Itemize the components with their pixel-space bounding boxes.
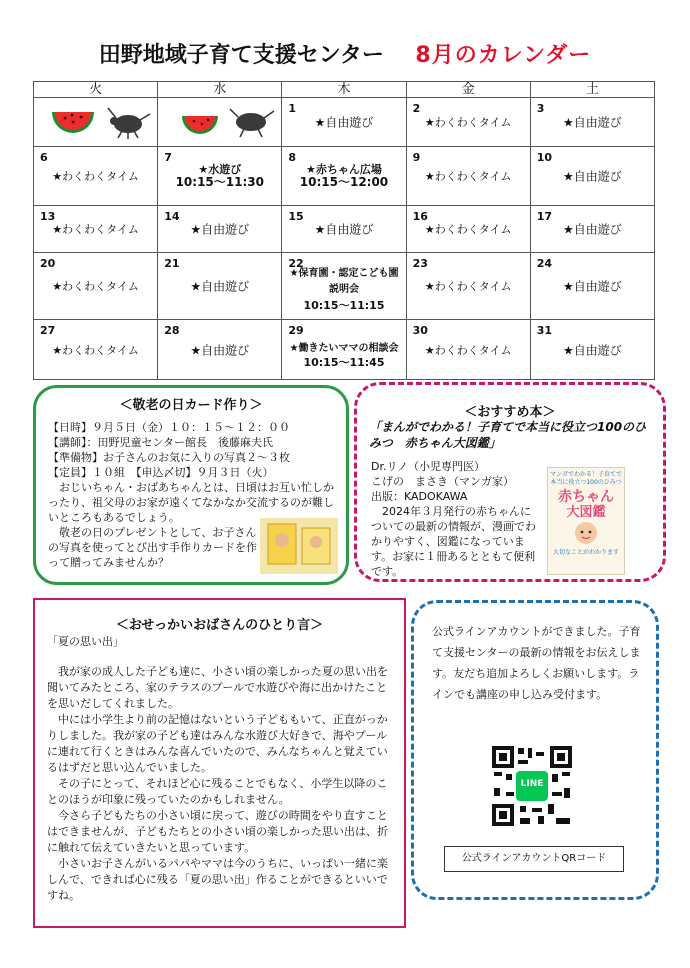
cover-sub: 大切なことがわかります: [552, 549, 619, 556]
event-block: [282, 342, 405, 370]
day-number: 2: [412, 102, 421, 115]
event-label-line2: 説明会: [328, 284, 359, 295]
line-account-box: [411, 600, 659, 900]
event-time: 10:15～12:00: [299, 175, 389, 189]
event-block: [282, 266, 405, 314]
qr-logo-text: LINE: [520, 779, 544, 789]
book-details: [371, 459, 541, 579]
day-number: 16: [412, 210, 428, 223]
event-label: ★自由遊び: [562, 279, 622, 294]
day-number: 23: [412, 257, 428, 270]
calendar-day: [158, 147, 282, 206]
day-number: 30: [412, 324, 428, 337]
column-box: [33, 598, 406, 928]
book-author1: Dr.リノ（小児専門医）: [371, 460, 486, 473]
event-label: ★わくわくタイム: [52, 280, 139, 293]
line-text: 公式ラインアカウントができました。子育て支援センターの最新の情報をお伝えします。友だち追加よろしくお願いします。ラインでも講座の申し込み受付ます。: [432, 625, 641, 701]
recommended-book-box: [354, 382, 666, 582]
book-description: 2024年３月発行の赤ちゃんについての最新の情報が、漫画でわかりやすく、図鑑になっています。お家に１冊あるとともて便利です。: [371, 505, 536, 578]
event-label: ★わくわくタイム: [424, 343, 512, 357]
month-title: 8月のカレンダー: [415, 43, 592, 68]
calendar-day: [406, 147, 530, 206]
week-row: [34, 98, 655, 147]
watermelon-beetle-illustration: [34, 98, 158, 142]
event-label: ★自由遊び: [190, 222, 250, 237]
event-label: ★自由遊び: [562, 343, 622, 357]
calendar-day: [282, 147, 406, 206]
event-label: ★自由遊び: [314, 115, 374, 130]
column-paragraph: 小さいお子さんがいるパパやママは今のうちに、いっぱい一緒に楽しんで、できれば心に残る「夏の思い出」作ることができるといいですね。: [47, 857, 388, 902]
calendar-table: [33, 81, 655, 380]
column-title: ＜おせっかいおばさんのひとり言＞: [115, 618, 324, 633]
event-time: 10:15～11:30: [175, 175, 264, 189]
calendar-day: [406, 253, 530, 320]
cover-title1: 赤ちゃん: [558, 489, 614, 505]
column-paragraph: 今さら子どもたちの小さい頃に戻って、遊びの時間をやり直すことはできませんが、子どもたちとの小さい頃の楽しかった思い出は、折に触れて伝えていきたいと思っています。: [47, 809, 388, 854]
day-number: 10: [536, 151, 553, 164]
book-author2: こげの まさき（マンガ家）: [371, 475, 514, 488]
weekday: 土: [530, 82, 654, 98]
day-number: 17: [536, 210, 553, 223]
calendar-day: [282, 98, 406, 147]
watermelon-beetle-illustration: [158, 98, 282, 142]
calendar-day: [406, 206, 530, 253]
book-publisher: 出版：KADOKAWA: [371, 490, 468, 503]
event-block: [282, 163, 405, 189]
page-title: [0, 38, 690, 69]
cover-top-text: マンガでわかる！子育てで本当に役立つ100のひみつ: [550, 471, 623, 486]
day-number: 21: [164, 257, 180, 270]
qr-caption: 公式ラインアカウントQRコード: [444, 846, 624, 872]
event-label: ★わくわくタイム: [424, 280, 512, 293]
calendar-day: [530, 98, 654, 147]
event-label: ★赤ちゃん広場: [306, 163, 382, 176]
week-row: [34, 320, 655, 380]
column-paragraph: 中には小学生より前の記憶はないという子どももいて、正直がっかりしました。我が家の子ども達はみんな水遊び大好きで、海やプールに連れて行くときはみんな喜んでいたので、みんなちゃんと覚えているはずだと思い込んでいました。: [47, 713, 388, 774]
calendar-day: [34, 320, 158, 380]
calendar-day: [282, 206, 406, 253]
day-number: 7: [164, 151, 172, 164]
calendar-day: [34, 253, 158, 320]
keiro-body2: 敬老の日のプレゼントとして、お子さんの写真を使ってとび出す手作りカードを作って贈ってみませんか？: [48, 526, 257, 569]
calendar-day: [406, 98, 530, 147]
calendar-day: [158, 206, 282, 253]
center-name: 田野地域子育て支援センター: [98, 43, 384, 68]
day-number: 1: [288, 102, 297, 115]
day-number: 29: [288, 324, 304, 337]
illustration-cell: [34, 98, 158, 147]
day-number: 8: [288, 151, 297, 164]
event-label: ★わくわくタイム: [52, 343, 139, 357]
beetle-icon: [108, 108, 150, 139]
keiro-capacity: 【定員】１０組 【申込〆切】９月３日（火）: [48, 466, 274, 479]
weekday: 水: [158, 82, 282, 98]
event-block: [158, 163, 281, 189]
event-label: ★自由遊び: [190, 279, 250, 294]
day-number: 13: [40, 210, 56, 223]
event-label: ★自由遊び: [190, 343, 250, 357]
calendar-day: [158, 253, 282, 320]
weekday-header: [34, 82, 655, 98]
calendar-day: [530, 320, 654, 380]
day-number: 20: [40, 257, 56, 270]
keiro-prep: 【準備物】お子さんのお気に入りの写真２～３枚: [48, 451, 290, 464]
column-text: [47, 634, 393, 904]
day-number: 6: [40, 151, 48, 164]
keiro-date: 【日時】９月５日（金）１０：１５～１２：００: [48, 421, 290, 434]
weekday: 木: [282, 82, 406, 98]
book-section-title: ＜おすすめ本＞: [464, 405, 556, 420]
event-label: ★わくわくタイム: [52, 170, 139, 183]
event-label: ★水遊び: [198, 163, 242, 176]
book-cover: [547, 467, 625, 575]
event-label: ★わくわくタイム: [52, 223, 139, 236]
day-number: 9: [412, 151, 421, 164]
calendar-day: [406, 320, 530, 380]
event-label: ★自由遊び: [562, 115, 622, 130]
calendar-day: [282, 320, 406, 380]
keiro-body1: おじいちゃん・おばあちゃんとは、日頃はお互い忙しかったり、祖父母のお家が遠くてなかなか交流するのが難しいところもあるでしょう。: [48, 481, 334, 524]
week-row: [34, 147, 655, 206]
keiro-card-event-box: [33, 385, 349, 585]
event-time: 10:15～11:15: [303, 299, 385, 312]
event-label: ★わくわくタイム: [424, 170, 512, 183]
day-number: 22: [288, 257, 304, 270]
baby-illustration-icon: [569, 520, 603, 546]
calendar-day: [530, 147, 654, 206]
column-paragraph: 我が家の成人した子ども達に、小さい頃の楽しかった夏の思い出を聞いてみたところ、家のテラスのプールで水遊びや海に出かけたことを思いだしてくれました。: [47, 665, 388, 710]
event-label: ★自由遊び: [314, 222, 374, 237]
watermelon-icon: [52, 112, 94, 133]
beetle-icon: [230, 109, 274, 137]
keiro-instructor: 【講師】：田野児童センター館長 後藤麻夫氏: [48, 436, 274, 449]
watermelon-icon: [182, 116, 218, 134]
day-number: 14: [164, 210, 180, 223]
cover-title2: 大図鑑: [566, 505, 606, 520]
book-title: 「まんがでわかる！子育てで本当に役立つ100のひみつ 赤ちゃん大図鑑」: [369, 420, 647, 450]
illustration-cell: [158, 98, 282, 147]
calendar-day: [530, 206, 654, 253]
event-label: ★自由遊び: [562, 169, 622, 184]
column-subtitle: 「夏の思い出」: [47, 635, 124, 648]
card-photo: [260, 518, 338, 574]
calendar-day: [34, 206, 158, 253]
day-number: 31: [536, 324, 553, 337]
event-time: 10:15～11:45: [303, 355, 385, 369]
column-paragraph: その子にとって、それほど心に残ることでもなく、小学生以降のことのほうが印象に残っていたのかもしれません。: [47, 777, 388, 806]
day-number: 15: [288, 210, 304, 223]
calendar-day: [530, 253, 654, 320]
day-number: 3: [536, 102, 545, 115]
day-number: 27: [40, 324, 56, 337]
event-label: ★わくわくタイム: [424, 116, 512, 129]
event-label: ★保育園・認定こども園: [289, 268, 399, 279]
weekday: 火: [34, 82, 158, 98]
keiro-title: ＜敬老の日カード作り＞: [119, 398, 263, 413]
week-row: [34, 206, 655, 253]
event-label: ★働きたいママの相談会: [289, 342, 399, 354]
calendar-day: [34, 147, 158, 206]
event-label: ★自由遊び: [562, 222, 622, 237]
weekday: 金: [406, 82, 530, 98]
week-row: [34, 253, 655, 320]
day-number: 28: [164, 324, 180, 337]
event-label: ★わくわくタイム: [424, 223, 512, 236]
day-number: 24: [536, 257, 553, 270]
calendar-day: [158, 320, 282, 380]
calendar-day: [282, 253, 406, 320]
